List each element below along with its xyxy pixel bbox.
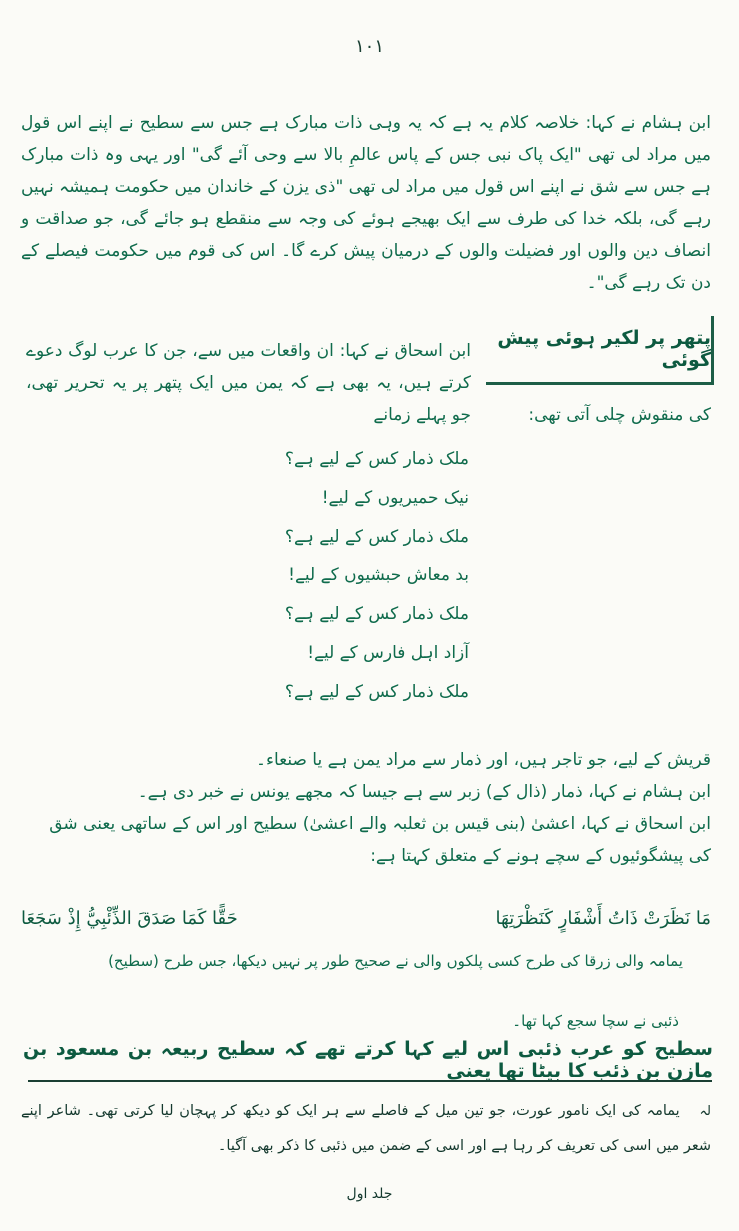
poem-line: ملک ذمار کس کے لیے ہے؟ xyxy=(284,449,469,469)
section-heading: پتھر پر لکیر ہوئی پیش گوئی xyxy=(497,327,711,371)
footnote-divider xyxy=(28,1080,712,1082)
arabic-verse xyxy=(21,908,711,929)
verse-translation: یمامہ والی زرقا کی طرح کسی پلکوں والی نے صحیح طور پر نہیں دیکھا، جس طرح (سطیح) xyxy=(108,952,683,970)
paragraph-ibn-ishaq-side: ابن اسحاق نے کہا: ان واقعات میں سے، جن کا عرب لوگ دعوے کرتے ہیں، یہ بھی ہے کہ یمن میں ایک پتھر پر یہ تحریر تھی، جو پہلے زمانے xyxy=(26,341,471,425)
footnote xyxy=(21,1094,711,1163)
footnote-text: یمامہ کی ایک نامور عورت، جو تین میل کے فاصلے سے ہر ایک کو دیکھ کر پہچان لیا کرتی تھی۔ شاعر اپنے شعر میں اسی کی تعریف کر رہا ہے اور اسی کے ضمن میں ذئبی کا ذکر بھی آگیا۔ xyxy=(21,1103,711,1154)
paragraph-ibn-ishaq-continued: کی منقوش چلی آتی تھی: xyxy=(528,405,711,425)
verse-second-hemistich: حَقًّا كَمَا صَدَقَ الذِّئْبِيُّ إِذْ سَجَعَا xyxy=(21,908,238,929)
poem-line: بد معاش حبشیوں کے لیے! xyxy=(288,565,469,586)
dhibi-note: ذئبی نے سچا سجع کہا تھا۔ xyxy=(512,1012,679,1030)
poem-line: آزاد اہل فارس کے لیے! xyxy=(307,642,469,663)
poem-line: نیک حمیریوں کے لیے! xyxy=(321,487,469,508)
text-line: ابن ہشام نے کہا، ذمار (ذال کے) زبر سے ہے جیسا کہ مجھے یونس نے خبر دی ہے۔ xyxy=(137,782,711,802)
text-line: ابن اسحاق نے کہا، اعشیٰ (بنی قیس بن ثعلبہ والے اعشیٰ) سطیح اور اس کے ساتھی یعنی شق xyxy=(49,814,711,834)
volume-label: جلد اول xyxy=(346,1186,393,1202)
poem-line: ملک ذمار کس کے لیے ہے؟ xyxy=(284,681,469,702)
stone-inscription-poem xyxy=(139,440,469,712)
footnote-marker: لہ xyxy=(699,1104,712,1119)
text-line: قریش کے لیے، جو تاجر ہیں، اور ذمار سے مراد یمن ہے یا صنعاء۔ xyxy=(255,750,711,770)
paragraph-ibn-hisham: ابن ہشام نے کہا: خلاصہ کلام یہ ہے کہ یہ وہی ذات مبارک ہے جس سے سطیح نے اپنے اس قول میں مراد لی تھی "ایک پاک نبی جس کے پاس عالمِ بالا سے وحی آئے گی" اور یہی وہ ذات مبارک ہے جس سے شق نے اپنے اس قول میں مراد لی تھی "ذی یزن کے خاندان میں حکومت ہمیشہ نہیں رہے گی، بلکہ خدا کی طرف سے ایک بھیجے ہوئے کی وجہ سے منقطع ہو جائے گی، جو صداقت و انصاف دین والوں اور فضیلت والوں کے درمیان پیش کرے گا۔ اس کی قوم میں حکومت فیصلے کے دن تک رہے گی"۔ xyxy=(21,113,711,293)
section-heading-box xyxy=(486,316,714,385)
poem-line: ملک ذمار کس کے لیے ہے؟ xyxy=(284,604,469,625)
poem-line: ملک ذمار کس کے لیے ہے؟ xyxy=(284,526,469,547)
verse-first-hemistich: مَا نَظَرَتْ ذَاتُ أَشْفَارٍ كَنَظْرَتِهَا xyxy=(495,908,711,929)
page-number: ۱۰۱ xyxy=(354,36,384,57)
satih-explanation: سطیح کو عرب ذئبی اس لیے کہا کرتے تھے کہ سطیح ربیعہ بن مسعود بن مازن بن ذئب کا بیٹا تھا یعنی xyxy=(23,1038,713,1082)
paragraph-quraish-and-asha xyxy=(21,744,711,872)
text-line: کی پیشگوئیوں کے سچے ہونے کے متعلق کہتا ہے: xyxy=(370,846,711,866)
